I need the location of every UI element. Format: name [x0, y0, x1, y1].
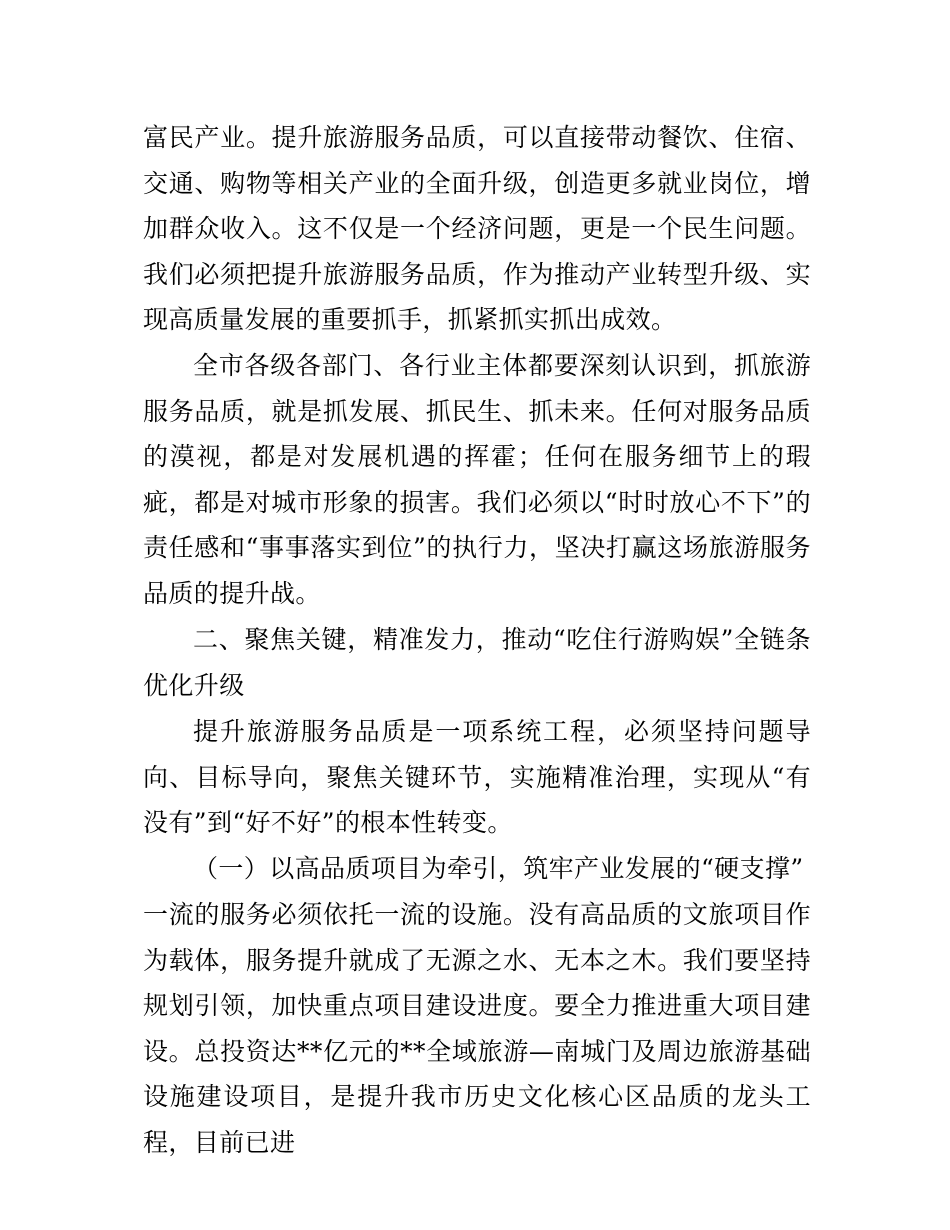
body-paragraph: 提升旅游服务品质是一项系统工程，必须坚持问题导向、目标导向，聚焦关键环节，实施精准治理，实现从“有没有”到“好不好”的根本性转变。 — [143, 717, 811, 838]
subsection-heading: （一）以高品质项目为牵引，筑牢产业发展的“硬支撑” — [193, 854, 804, 883]
body-paragraph: 全市各级各部门、各行业主体都要深刻认识到，抓旅游服务品质，就是抓发展、抓民生、抓未来。任何对服务品质的漠视，都是对发展机遇的挥霍；任何在服务细节上的瑕疵，都是对城市形象的损害。我们必须以“时时放心不下”的责任感和“事事落实到位”的执行力，坚决打赢这场旅游服务品质的提升战。 — [143, 351, 811, 608]
body-paragraph-continuation: 富民产业。提升旅游服务品质，可以直接带动餐饮、住宿、交通、购物等相关产业的全面升级，创造更多就业岗位，增加群众收入。这不仅是一个经济问题，更是一个民生问题。我们必须把提升旅游服务品质，作为推动产业转型升级、实现高质量发展的重要抓手，抓紧抓实抓出成效。 — [143, 123, 811, 335]
body-paragraph: 一流的服务必须依托一流的设施。没有高品质的文旅项目作为载体，服务提升就成了无源之水、无本之木。我们要坚持规划引领，加快重点项目建设进度。要全力推进重大项目建设。总投资达**亿元的**全域旅游—南城门及周边旅游基础设施建设项目，是提升我市历史文化核心区品质的龙头工程，目前已进 — [143, 900, 811, 1157]
section-heading: 二、聚焦关键，精准发力，推动“吃住行游购娱”全链条优化升级 — [143, 625, 811, 700]
